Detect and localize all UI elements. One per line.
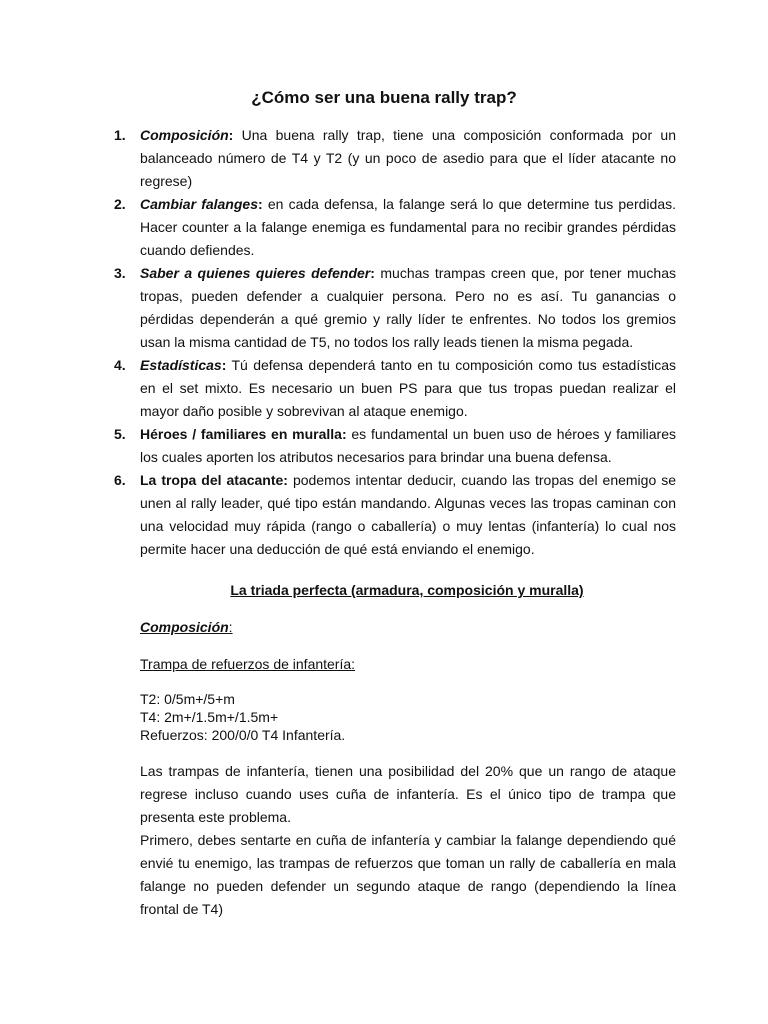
trap-heading: Trampa de refuerzos de infantería:	[140, 656, 356, 672]
composition-colon: :	[228, 619, 233, 635]
item-text: en cada defensa, la falange será lo que determine tus perdidas. Hacer counter a la falange enemiga es fundamental para no recibir grandes pérdidas cuando defiendes.	[140, 196, 676, 258]
body-text	[140, 760, 676, 921]
item-text: Tú defensa dependerá tanto en tu composición como tus estadísticas en el set mixto. Es necesario un buen PS para que tus tropas puedan realizar el mayor daño posible y sobrevivan al ataque enemigo.	[140, 357, 676, 419]
item-text: Una buena rally trap, tiene una composición conformada por un balanceado número de T4 y T2 (y un poco de asedio para que el líder atacante no regrese)	[140, 127, 676, 189]
composition-heading	[140, 619, 676, 635]
item-sep: :	[221, 357, 227, 373]
item-lead: Estadísticas	[140, 357, 222, 373]
list-item	[114, 354, 676, 423]
item-text: podemos intentar deducir, cuando las tropas del enemigo se unen al rally leader, qué tipo están mandando. Algunas veces las tropas caminan con una velocidad muy rápida (rango o caballería) o muy lentas (infantería) lo cual nos permite hacer una deducción de qué está enviando el enemigo.	[140, 472, 676, 557]
list-item	[114, 469, 676, 561]
item-lead: La tropa del atacante:	[140, 472, 288, 488]
stat-line: Refuerzos: 200/0/0 T4 Infantería.	[140, 727, 346, 743]
item-lead: Saber a quienes quieres defender	[140, 265, 371, 281]
item-sep: :	[228, 127, 234, 143]
item-number: 2.	[114, 196, 126, 212]
paragraph: Las trampas de infantería, tienen una posibilidad del 20% que un rango de ataque regrese incluso cuando uses cuña de infantería. Es el único tipo de trampa que presenta este problema.	[140, 763, 676, 825]
section-heading: La triada perfecta (armadura, composición y muralla)	[230, 582, 584, 598]
item-sep: :	[370, 265, 375, 281]
item-number: 4.	[114, 357, 126, 373]
document-title: ¿Cómo ser una buena rally trap?	[251, 88, 517, 107]
stat-line: T4: 2m+/1.5m+/1.5m+	[140, 709, 279, 725]
troop-stats	[140, 690, 676, 744]
paragraph: Primero, debes sentarte en cuña de infantería y cambiar la falange dependiendo qué envié tu enemigo, las trampas de refuerzos que toman un rally de caballería en mala falange no pueden defender un segundo ataque de rango (dependiendo la línea frontal de T4)	[140, 832, 676, 917]
stat-line: T2: 0/5m+/5+m	[140, 691, 235, 707]
item-sep: :	[258, 196, 263, 212]
item-number: 6.	[114, 472, 126, 488]
item-number: 1.	[114, 127, 126, 143]
tips-list	[114, 124, 676, 561]
item-text: muchas trampas creen que, por tener muchas tropas, pueden defender a cualquier persona. Pero no es así. Tu ganancias o pérdidas dependerán a qué gremio y rally líder te enfrentes. No todos los gremios usan la misma cantidad de T5, no todos los rally leads tienen la misma pegada.	[140, 265, 676, 350]
item-lead: Composición	[140, 127, 229, 143]
item-lead: Héroes / familiares en muralla:	[140, 426, 347, 442]
list-item	[114, 193, 676, 262]
list-item	[114, 124, 676, 193]
list-item	[114, 262, 676, 354]
item-number: 5.	[114, 426, 126, 442]
item-text: es fundamental un buen uso de héroes y familiares los cuales aporten los atributos necesarios para brindar una buena defensa.	[140, 426, 676, 465]
list-item	[114, 423, 676, 469]
item-number: 3.	[114, 265, 126, 281]
item-lead: Cambiar falanges	[140, 196, 258, 212]
composition-label: Composición	[140, 619, 229, 635]
